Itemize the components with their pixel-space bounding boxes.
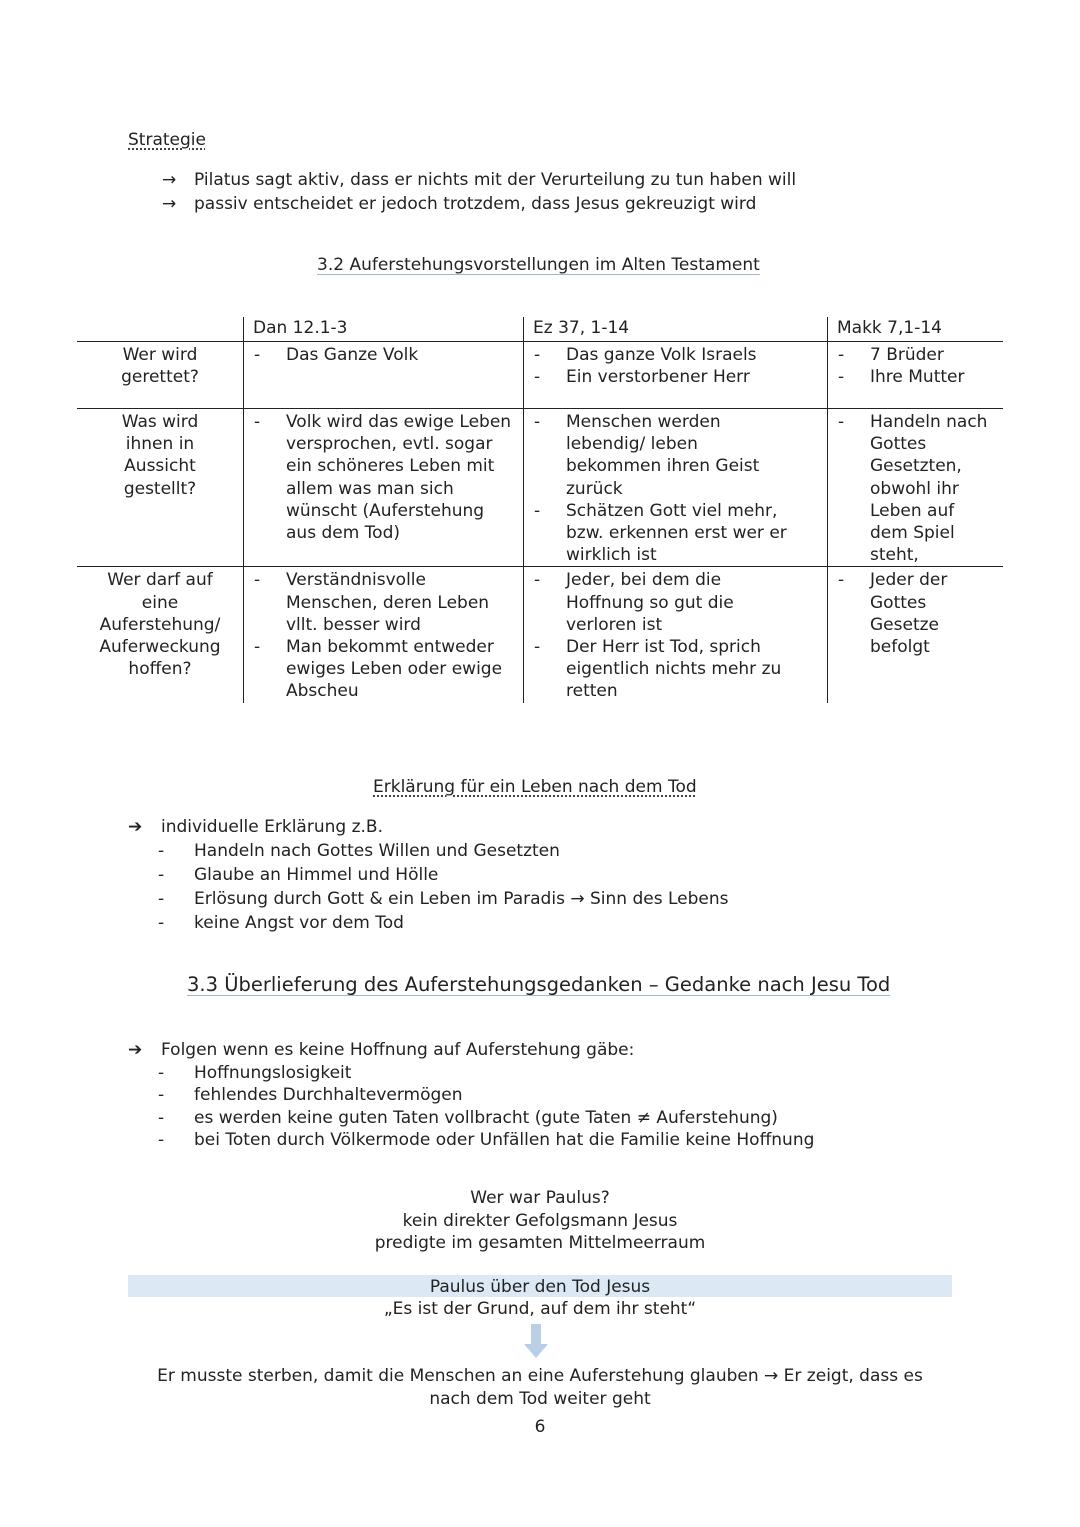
list-item: - Volk wird das ewige Leben versprochen, evtl. sogar ein schöneres Leben mit allem was man sich wünscht (Auferstehung aus dem Tod): [244, 411, 523, 544]
column-header: Ez 37, 1-14: [524, 317, 828, 342]
section-3-3-intro: ➔ Folgen wenn es keine Hoffnung auf Auferstehung gäbe:: [128, 1040, 635, 1060]
list-item: - keine Angst vor dem Tod: [158, 913, 404, 933]
list-item: - Der Herr ist Tod, sprich eigentlich nichts mehr zu retten: [524, 636, 827, 703]
table-row: [77, 567, 1003, 703]
list-item: - Verständnisvolle Menschen, deren Leben vllt. besser wird: [244, 569, 523, 636]
conclusion: Er musste sterben, damit die Menschen an eine Auferstehung glauben → Er zeigt, dass es nach dem Tod weiter geht: [157, 1366, 923, 1409]
column-header: Dan 12.1-3: [244, 317, 524, 342]
bold-arrow-icon: ➔: [128, 1040, 143, 1060]
table-row: [77, 342, 1003, 409]
row-label: Was wird ihnen in Aussicht gestellt?: [121, 412, 199, 499]
list-item: - Menschen werden lebendig/ leben bekommen ihren Geist zurück: [524, 411, 827, 500]
list-item: - Handeln nach Gottes Willen und Gesetzten: [158, 841, 560, 861]
paulus-highlight: Paulus über den Tod Jesus: [429, 1277, 651, 1297]
explanation-list: [158, 839, 728, 935]
list-item: - bei Toten durch Völkermode oder Unfällen hat die Familie keine Hoffnung: [158, 1129, 815, 1150]
consequences-list: [158, 1062, 814, 1151]
paulus-quote: „Es ist der Grund, auf dem ihr steht“: [383, 1299, 697, 1319]
list-item: - Das ganze Volk Israels: [524, 344, 827, 366]
list-item: - 7 Brüder: [828, 344, 1003, 366]
paulus-line: predigte im gesamten Mittelmeerraum: [374, 1233, 706, 1253]
list-item: - Hoffnungslosigkeit: [158, 1063, 352, 1083]
strategy-heading: Strategie: [128, 130, 206, 150]
paulus-question: Wer war Paulus?: [470, 1188, 610, 1208]
explanation-title: Erklärung für ein Leben nach dem Tod: [373, 777, 697, 797]
list-item: - Ein verstorbener Herr: [524, 366, 827, 388]
list-item: - Das Ganze Volk: [244, 344, 523, 366]
arrow-down-icon: [524, 1324, 548, 1360]
arrow-right-icon: →: [162, 170, 177, 190]
list-item: - fehlendes Durchhaltevermögen: [158, 1085, 463, 1106]
list-item: - Jeder, bei dem die Hoffnung so gut die verloren ist: [524, 569, 827, 636]
resurrection-table: [77, 317, 1003, 703]
list-item: - Glaube an Himmel und Hölle: [158, 865, 439, 885]
section-3-3-title: 3.3 Überlieferung des Auferstehungsgedanken – Gedanke nach Jesu Tod: [187, 973, 891, 996]
section-3-2-title: 3.2 Auferstehungsvorstellungen im Alten Testament: [317, 255, 760, 275]
explanation-intro: ➔ individuelle Erklärung z.B.: [128, 817, 383, 837]
page-number: 6: [534, 1417, 546, 1437]
list-item: - es werden keine guten Taten vollbracht (gute Taten ≠ Auferstehung): [158, 1107, 778, 1128]
row-label: Wer wird gerettet?: [121, 345, 199, 388]
strategy-line-1: → Pilatus sagt aktiv, dass er nichts mit der Verurteilung zu tun haben will: [162, 170, 797, 190]
list-item: - Schätzen Gott viel mehr, bzw. erkennen erst wer er wirklich ist: [524, 500, 827, 567]
row-label: Wer darf auf eine Auferstehung/ Auferweckung hoffen?: [99, 570, 221, 680]
table-row: [77, 409, 1003, 567]
arrow-right-icon: →: [162, 194, 177, 214]
list-item: - Jeder der Gottes Gesetze befolgt: [828, 569, 1003, 658]
list-item: - Handeln nach Gottes Gesetzten, obwohl ihr Leben auf dem Spiel steht,: [828, 411, 1003, 566]
list-item: - Man bekommt entweder ewiges Leben oder ewige Abscheu: [244, 636, 523, 703]
list-item: - Erlösung durch Gott & ein Leben im Paradis → Sinn des Lebens: [158, 889, 729, 909]
paulus-block: [0, 1187, 1080, 1255]
paulus-line: kein direkter Gefolgsmann Jesus: [402, 1210, 678, 1231]
strategy-line-2: → passiv entscheidet er jedoch trotzdem, dass Jesus gekreuzigt wird: [162, 194, 757, 214]
column-header: Makk 7,1-14: [828, 317, 1004, 342]
list-item: - Ihre Mutter: [828, 366, 1003, 388]
bold-arrow-icon: ➔: [128, 817, 143, 837]
